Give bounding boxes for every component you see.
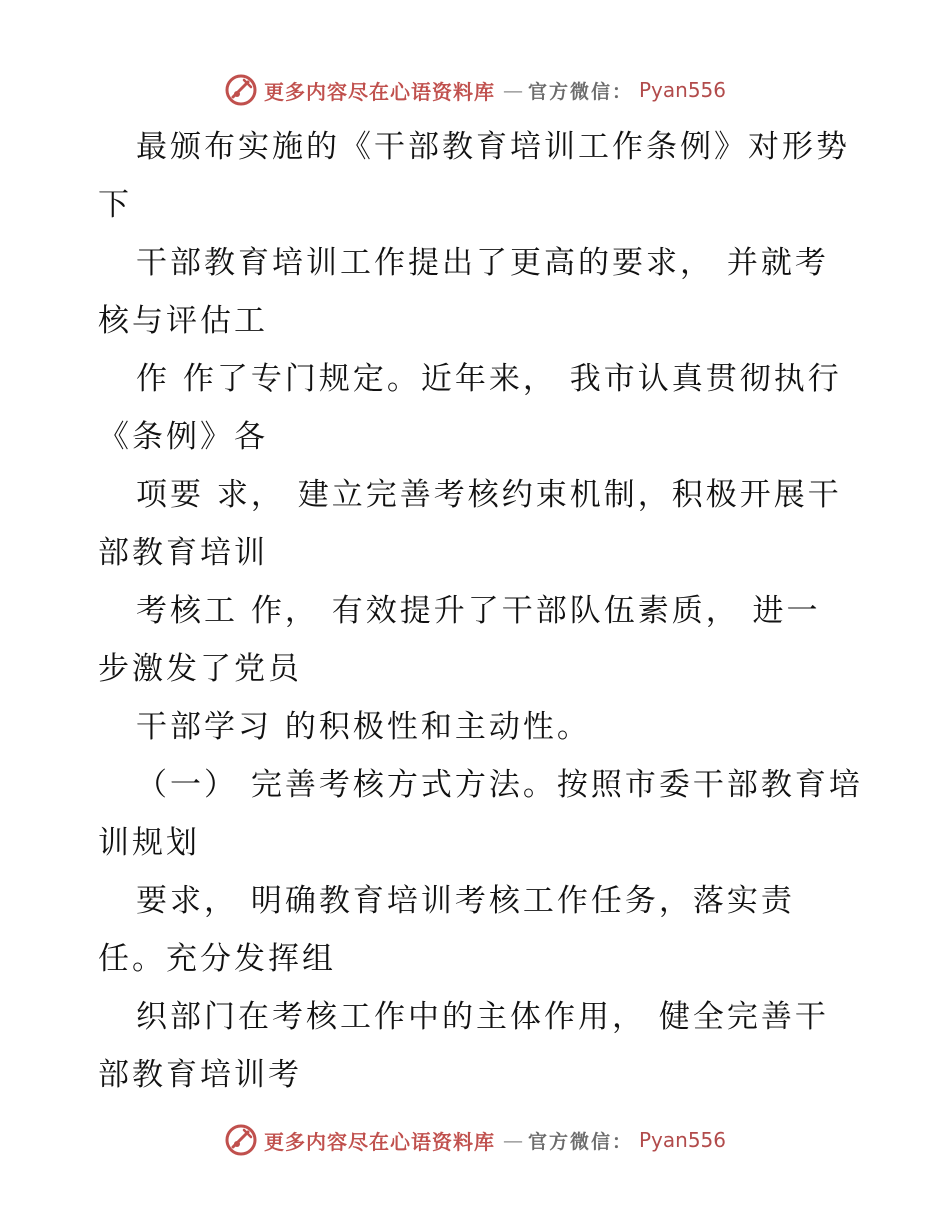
body-line: 训规划 [98, 825, 200, 861]
watermark-contact-id: Pyan556 [639, 1128, 727, 1152]
watermark-contact-label: 官方微信： [527, 80, 633, 103]
document-body [98, 118, 863, 1104]
body-line: 干部教育培训工作提出了更高的要求， 并就考 [136, 245, 829, 281]
body-line: 考核工 作， 有效提升了干部队伍素质， 进一 [136, 593, 821, 629]
body-line: 项要 求， 建立完善考核约束机制，积极开展干 [136, 477, 842, 513]
watermark-main-text: 更多内容尽在心语资料库 [263, 79, 495, 104]
body-line: 《条例》各 [98, 419, 268, 455]
header-watermark [0, 70, 950, 110]
body-line: 部教育培训 [98, 535, 268, 571]
body-line: 下 [98, 187, 132, 223]
watermark-separator: — [502, 78, 520, 102]
body-line: 要求， 明确教育培训考核工作任务，落实责 [136, 883, 795, 919]
body-line: 最颁布实施的《干部教育培训工作条例》对形势 [136, 129, 850, 165]
body-line: 核与评估工 [98, 303, 268, 339]
footer-watermark [0, 1120, 950, 1160]
body-line: 部教育培训考 [98, 1057, 302, 1093]
body-line: 步激发了党员 [98, 651, 302, 687]
body-line: 干部学习 的积极性和主动性。 [136, 709, 591, 745]
watermark-main-text: 更多内容尽在心语资料库 [263, 1129, 495, 1154]
body-line: 织部门在考核工作中的主体作用， 健全完善干 [136, 999, 829, 1035]
logo-seal-icon [224, 1123, 258, 1157]
watermark-separator: — [502, 1128, 520, 1152]
watermark-contact-label: 官方微信： [527, 1130, 633, 1153]
body-line: 作 作了专门规定。近年来， 我市认真贯彻执行 [136, 361, 842, 397]
body-line: 任。充分发挥组 [98, 941, 336, 977]
watermark-contact-id: Pyan556 [639, 78, 727, 102]
logo-seal-icon [224, 73, 258, 107]
body-line: （一） 完善考核方式方法。按照市委干部教育培 [136, 767, 863, 803]
